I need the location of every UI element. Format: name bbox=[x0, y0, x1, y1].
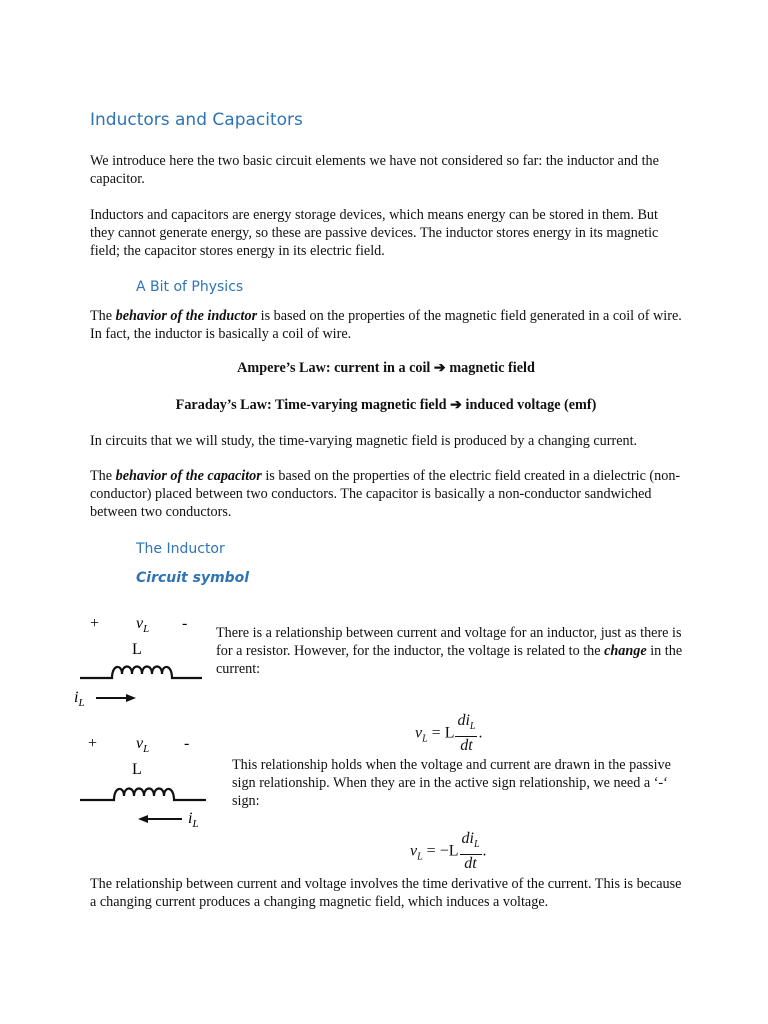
plus-terminal-label: + bbox=[90, 615, 100, 632]
voltage-label: $v_L$ bbox=[136, 735, 150, 755]
faraday-law: Faraday’s Law: Time-varying magnetic field ➔ induced voltage (emf) bbox=[175, 397, 597, 413]
inductor-equation-passive: $v_L = L$ $\frac{di_L}{dt}$ . bbox=[415, 712, 483, 755]
coil-wire bbox=[80, 789, 206, 801]
current-arrow-head bbox=[138, 815, 148, 823]
circuits-paragraph: In circuits that we will study, the time-varying magnetic field is produced by a changing current. bbox=[90, 433, 638, 449]
coil-wire bbox=[80, 667, 202, 679]
inductance-label: L bbox=[132, 641, 142, 658]
time-derivative-paragraph: The relationship between current and voltage involves the time derivative of the current. This is because a changing current produces a changing magnetic field, which induces a voltage. bbox=[90, 876, 682, 910]
current-arrow-head bbox=[126, 694, 136, 702]
inductance-label: L bbox=[132, 761, 142, 778]
minus-terminal-label: - bbox=[184, 735, 190, 752]
section-heading-physics: A Bit of Physics bbox=[136, 279, 244, 295]
voltage-label: $v_L$ bbox=[136, 615, 150, 635]
energy-storage-paragraph: Inductors and capacitors are energy storage devices, which means energy can be stored in them. But they cannot generate energy, so these are passive devices. The inductor stores energy in its magnetic field; the capacitor stores energy in its electric field. bbox=[90, 207, 659, 259]
inductor-relation-paragraph: There is a relationship between current and voltage for an inductor, just as there is for a resistor. However, for the inductor, the voltage is related to the change in the current: bbox=[216, 625, 683, 677]
subsection-heading-symbol: Circuit symbol bbox=[136, 570, 250, 586]
current-label: $i_L$ bbox=[74, 689, 85, 709]
inductor-symbol-active bbox=[70, 730, 215, 830]
intro-paragraph: We introduce here the two basic circuit elements we have not considered so far: the inductor and the capacitor. bbox=[90, 153, 659, 187]
current-label: $i_L$ bbox=[188, 810, 199, 830]
capacitor-behavior-paragraph: The behavior of the capacitor is based on the properties of the electric field created in a dielectric (non-conductor) placed between two conductors. The capacitor is basically a non-conductor sandwiched between two conductors. bbox=[90, 468, 681, 520]
minus-terminal-label: - bbox=[182, 615, 188, 632]
inductor-behavior-paragraph: The behavior of the inductor is based on the properties of the magnetic field generated in a coil of wire. In fact, the inductor is basically a coil of wire. bbox=[90, 308, 682, 342]
plus-terminal-label: + bbox=[88, 735, 98, 752]
sign-convention-paragraph: This relationship holds when the voltage and current are drawn in the passive sign relationship. When they are in the active sign relationship, we need a ‘-‘ sign: bbox=[232, 757, 671, 809]
page-title: Inductors and Capacitors bbox=[90, 110, 303, 130]
section-heading-inductor: The Inductor bbox=[136, 541, 225, 557]
ampere-law: Ampere’s Law: current in a coil ➔ magnetic field bbox=[237, 360, 535, 376]
inductor-equation-active: $v_L = -L$ $\frac{di_L}{dt}$ . bbox=[410, 830, 487, 873]
inductor-symbol-passive bbox=[70, 610, 210, 710]
